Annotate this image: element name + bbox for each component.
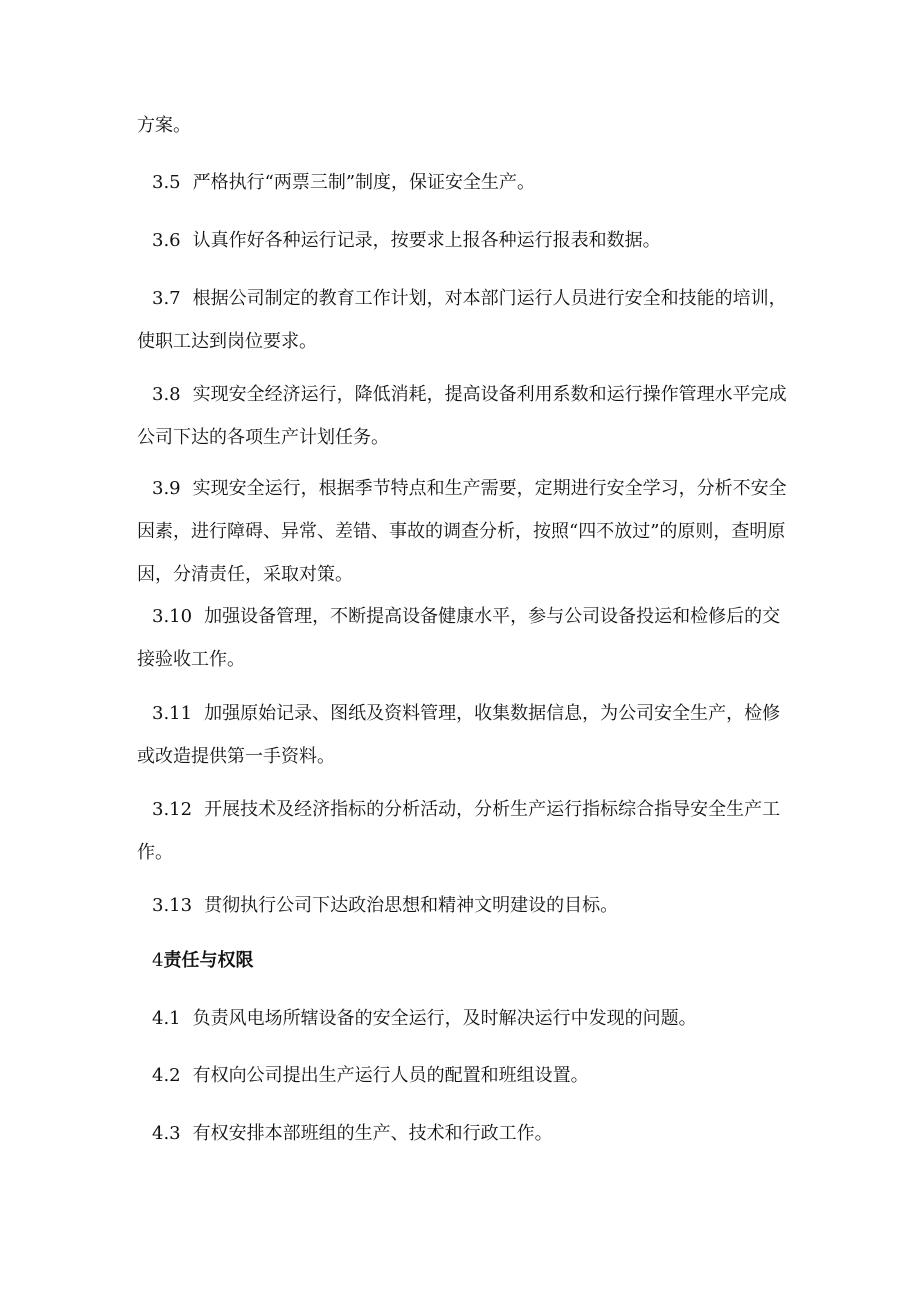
paragraph-3-10 (137, 595, 797, 681)
paragraph-text: 实现安全运行，根据季节特点和生产需要，定期进行安全学习，分析不安全因素，进行障碍、异常、差错、事故的调查分析，按照“四不放过”的原则，查明原因，分清责任，采取对策。 (137, 478, 787, 585)
paragraph-3-7 (137, 277, 797, 363)
paragraph-text: 有权向公司提出生产运行人员的配置和班组设置。 (192, 1065, 589, 1086)
paragraph-3-13 (137, 884, 797, 927)
clause-number: 3.10 (152, 606, 193, 627)
paragraph-text: 负责风电场所辖设备的安全运行，及时解决运行中发现的问题。 (192, 1008, 697, 1029)
paragraph-text: 根据公司制定的教育工作计划，对本部门运行人员进行安全和技能的培训，使职工达到岗位要求。 (137, 288, 787, 352)
clause-number: 3.6 (152, 230, 181, 251)
section-number: 4 (152, 950, 164, 971)
paragraph-text: 加强设备管理，不断提高设备健康水平，参与公司设备投运和检修后的交接验收工作。 (137, 606, 781, 670)
paragraph-text: 严格执行“两票三制”制度，保证安全生产。 (192, 172, 536, 193)
paragraph-text: 有权安排本部班组的生产、技术和行政工作。 (192, 1123, 553, 1144)
paragraph-text: 方案。 (137, 115, 191, 136)
paragraph-text: 加强原始记录、图纸及资料管理，收集数据信息，为公司安全生产，检修或改造提供第一手资料。 (137, 703, 781, 767)
paragraph-text: 实现安全经济运行，降低消耗，提高设备利用系数和运行操作管理水平完成公司下达的各项生产计划任务。 (137, 384, 787, 448)
clause-number: 4.1 (152, 1008, 181, 1029)
clause-number: 3.7 (152, 288, 181, 309)
paragraph-4-3 (137, 1112, 797, 1155)
section-heading (137, 939, 797, 982)
clause-number: 3.12 (152, 799, 193, 820)
clause-number: 3.13 (152, 895, 193, 916)
paragraph-text: 贯彻执行公司下达政治思想和精神文明建设的目标。 (204, 895, 619, 916)
paragraph-4-1 (137, 997, 797, 1040)
paragraph-3-8 (137, 373, 797, 459)
paragraph-3-12 (137, 788, 797, 874)
paragraph-3-6 (137, 219, 797, 262)
clause-number: 4.2 (152, 1065, 181, 1086)
clause-number: 3.8 (152, 384, 181, 405)
paragraph-4-2 (137, 1054, 797, 1097)
paragraph-3-9 (137, 467, 797, 596)
paragraph-3-5 (137, 161, 797, 204)
clause-number: 3.11 (152, 703, 193, 724)
paragraph-text: 认真作好各种运行记录，按要求上报各种运行报表和数据。 (192, 230, 661, 251)
paragraph-3-11 (137, 692, 797, 778)
clause-number: 3.9 (152, 478, 181, 499)
clause-number: 3.5 (152, 172, 181, 193)
paragraph-text: 开展技术及经济指标的分析活动，分析生产运行指标综合指导安全生产工作。 (137, 799, 781, 863)
clause-number: 4.3 (152, 1123, 181, 1144)
paragraph-continuation (137, 104, 797, 147)
section-title: 责任与权限 (163, 950, 254, 971)
